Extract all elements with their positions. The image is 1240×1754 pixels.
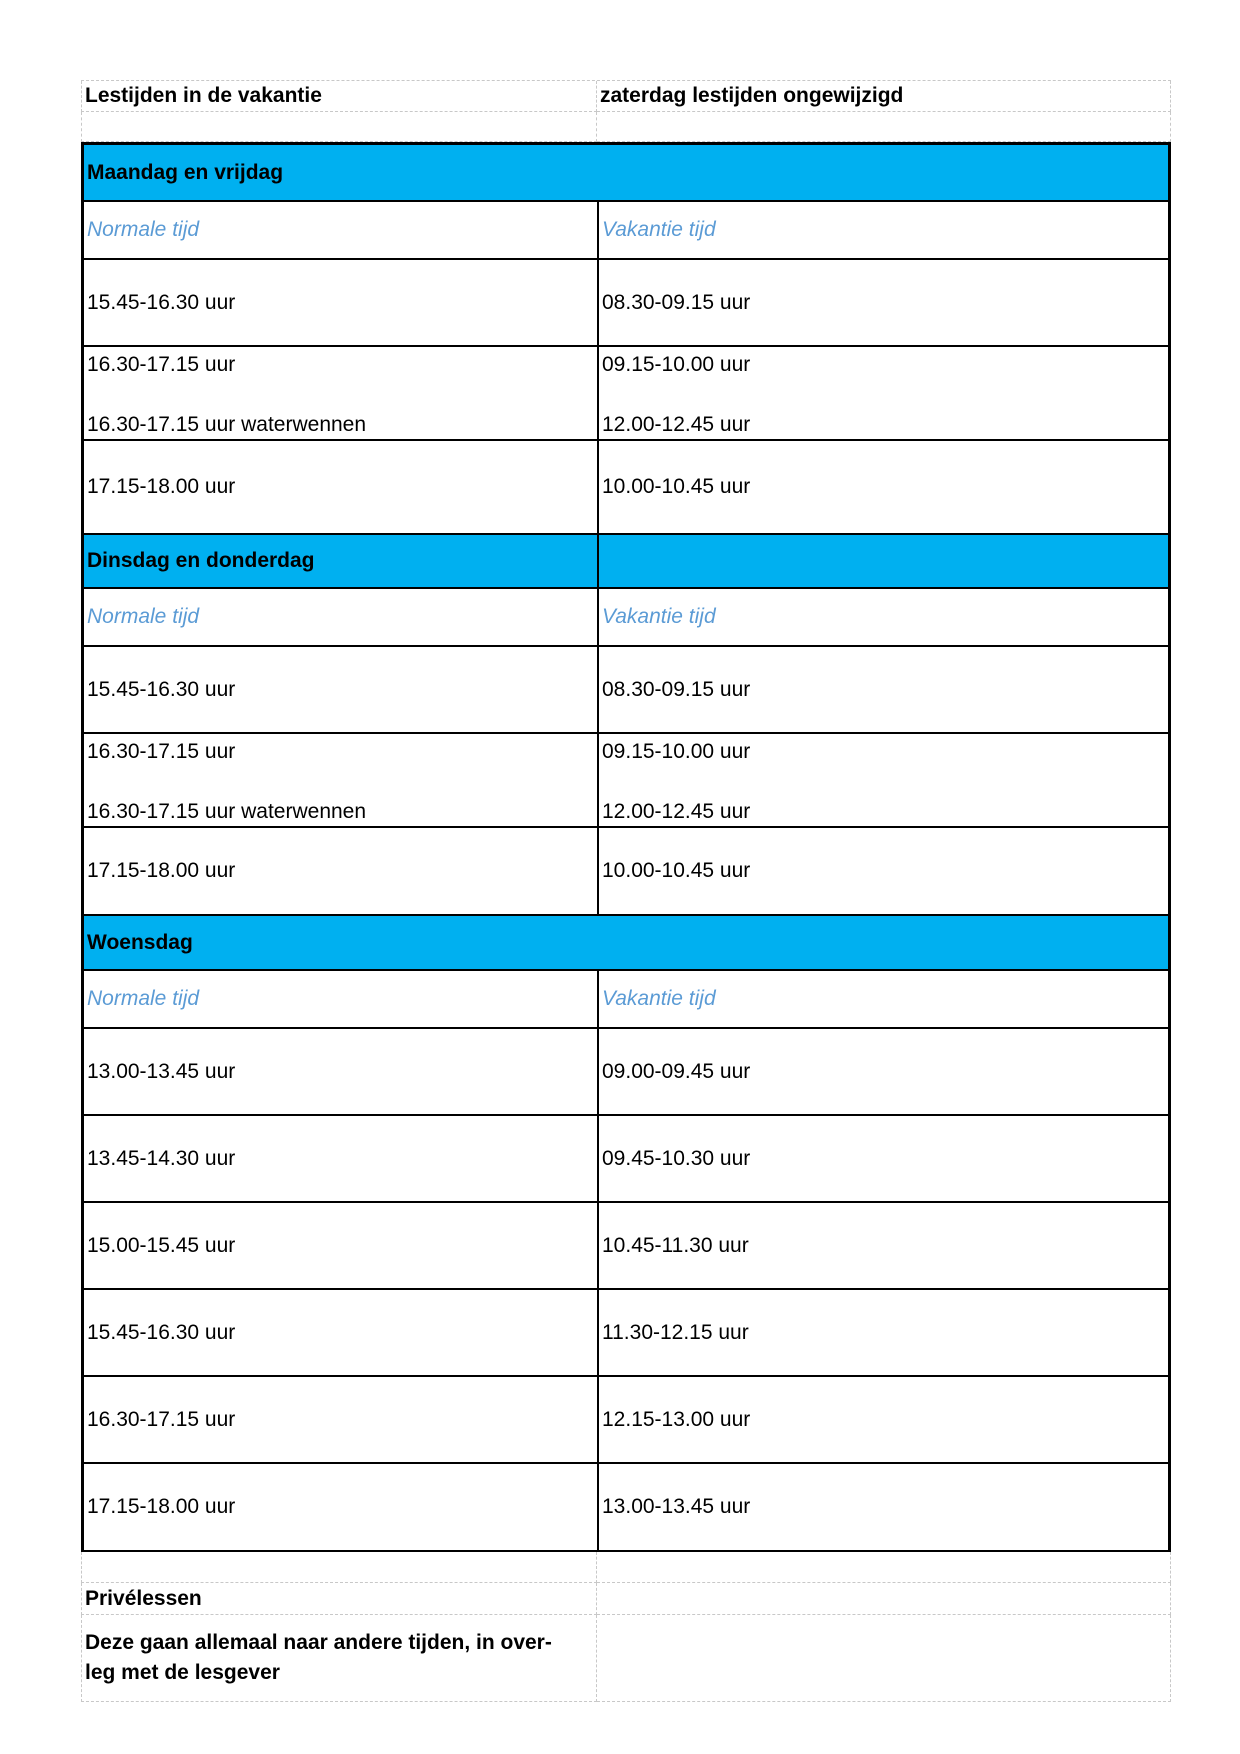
table-row	[84, 1029, 1168, 1116]
private-lessons-note	[81, 1615, 597, 1702]
empty-cell	[599, 535, 1168, 587]
normal-time: 16.30-17.15 uur waterwennen	[87, 800, 367, 823]
normal-time: 16.30-17.15 uur	[87, 353, 236, 376]
normal-time: 15.45-16.30 uur	[84, 647, 599, 732]
vacation-time: 09.00-09.45 uur	[602, 1059, 751, 1083]
normal-time: 17.15-18.00 uur	[84, 828, 599, 914]
section-header-wednesday	[84, 916, 1168, 971]
section-header-monday-friday	[84, 145, 1168, 202]
vacation-time: 12.00-12.45 uur	[602, 413, 751, 436]
column-header-row	[84, 971, 1168, 1029]
normal-time: 15.45-16.30 uur	[84, 260, 599, 345]
col-normal-label: Normale tijd	[84, 589, 599, 645]
table-row	[84, 828, 1168, 916]
table-row	[84, 1203, 1168, 1290]
col-normal-label: Normale tijd	[84, 202, 599, 258]
empty-cell	[81, 1552, 597, 1583]
vacation-time-cell	[599, 347, 1168, 439]
section-title: Maandag en vrijdag	[87, 160, 284, 184]
table-row	[84, 1464, 1168, 1550]
spreadsheet-page	[81, 80, 1171, 1702]
empty-cell	[597, 1583, 1171, 1615]
empty-cell	[597, 1615, 1171, 1702]
vacation-time: 09.15-10.00 uur	[602, 353, 751, 376]
section-title: Dinsdag en donderdag	[84, 535, 599, 587]
normal-time: 13.00-13.45 uur	[84, 1029, 599, 1114]
column-header-row	[84, 202, 1168, 260]
table-row	[84, 441, 1168, 535]
table-row	[84, 1116, 1168, 1203]
table-row	[84, 1290, 1168, 1377]
column-header-row	[84, 589, 1168, 647]
table-row	[84, 647, 1168, 734]
table-row	[84, 1377, 1168, 1464]
note-line: Deze gaan allemaal naar andere tijden, in over-	[85, 1631, 552, 1654]
empty-cell	[597, 112, 1171, 142]
vacation-time: 12.00-12.45 uur	[602, 800, 751, 823]
normal-time: 13.45-14.30 uur	[84, 1116, 599, 1201]
col-vacation-label: Vakantie tijd	[602, 987, 716, 1010]
table-row	[84, 734, 1168, 828]
normal-time: 17.15-18.00 uur	[84, 1464, 599, 1550]
private-lessons-title: Privélessen	[81, 1583, 597, 1615]
normal-time: 15.00-15.45 uur	[84, 1203, 599, 1288]
col-normal-label: Normale tijd	[84, 971, 599, 1027]
vacation-time: 13.00-13.45 uur	[602, 1495, 751, 1518]
normal-time: 17.15-18.00 uur	[84, 441, 599, 533]
col-vacation-label: Vakantie tijd	[602, 218, 716, 241]
header-left: Lestijden in de vakantie	[81, 81, 597, 112]
footer-block	[81, 1552, 1171, 1702]
empty-cell	[81, 112, 597, 142]
schedule-table	[81, 142, 1171, 1552]
vacation-time: 10.00-10.45 uur	[602, 859, 751, 882]
table-row	[84, 260, 1168, 347]
section-header-tuesday-thursday	[84, 535, 1168, 589]
vacation-time: 10.00-10.45 uur	[602, 475, 751, 498]
vacation-time: 10.45-11.30 uur	[602, 1233, 749, 1257]
vacation-time: 09.45-10.30 uur	[602, 1146, 751, 1170]
col-vacation-label: Vakantie tijd	[602, 605, 716, 628]
vacation-time: 08.30-09.15 uur	[602, 290, 751, 314]
normal-time: 16.30-17.15 uur waterwennen	[87, 413, 367, 436]
vacation-time-cell	[599, 734, 1168, 826]
normal-time-cell	[84, 347, 599, 439]
normal-time-cell	[84, 734, 599, 826]
empty-cell	[597, 1552, 1171, 1583]
normal-time: 16.30-17.15 uur	[84, 1377, 599, 1462]
vacation-time: 12.15-13.00 uur	[602, 1407, 751, 1431]
header-right: zaterdag lestijden ongewijzigd	[597, 81, 1171, 112]
note-line: leg met de lesgever	[85, 1661, 280, 1684]
vacation-time: 11.30-12.15 uur	[602, 1320, 749, 1344]
vacation-time: 09.15-10.00 uur	[602, 740, 751, 763]
normal-time: 15.45-16.30 uur	[84, 1290, 599, 1375]
section-title: Woensdag	[87, 930, 193, 954]
header-block	[81, 80, 1171, 142]
table-row	[84, 347, 1168, 441]
vacation-time: 08.30-09.15 uur	[602, 677, 751, 701]
normal-time: 16.30-17.15 uur	[87, 740, 236, 763]
